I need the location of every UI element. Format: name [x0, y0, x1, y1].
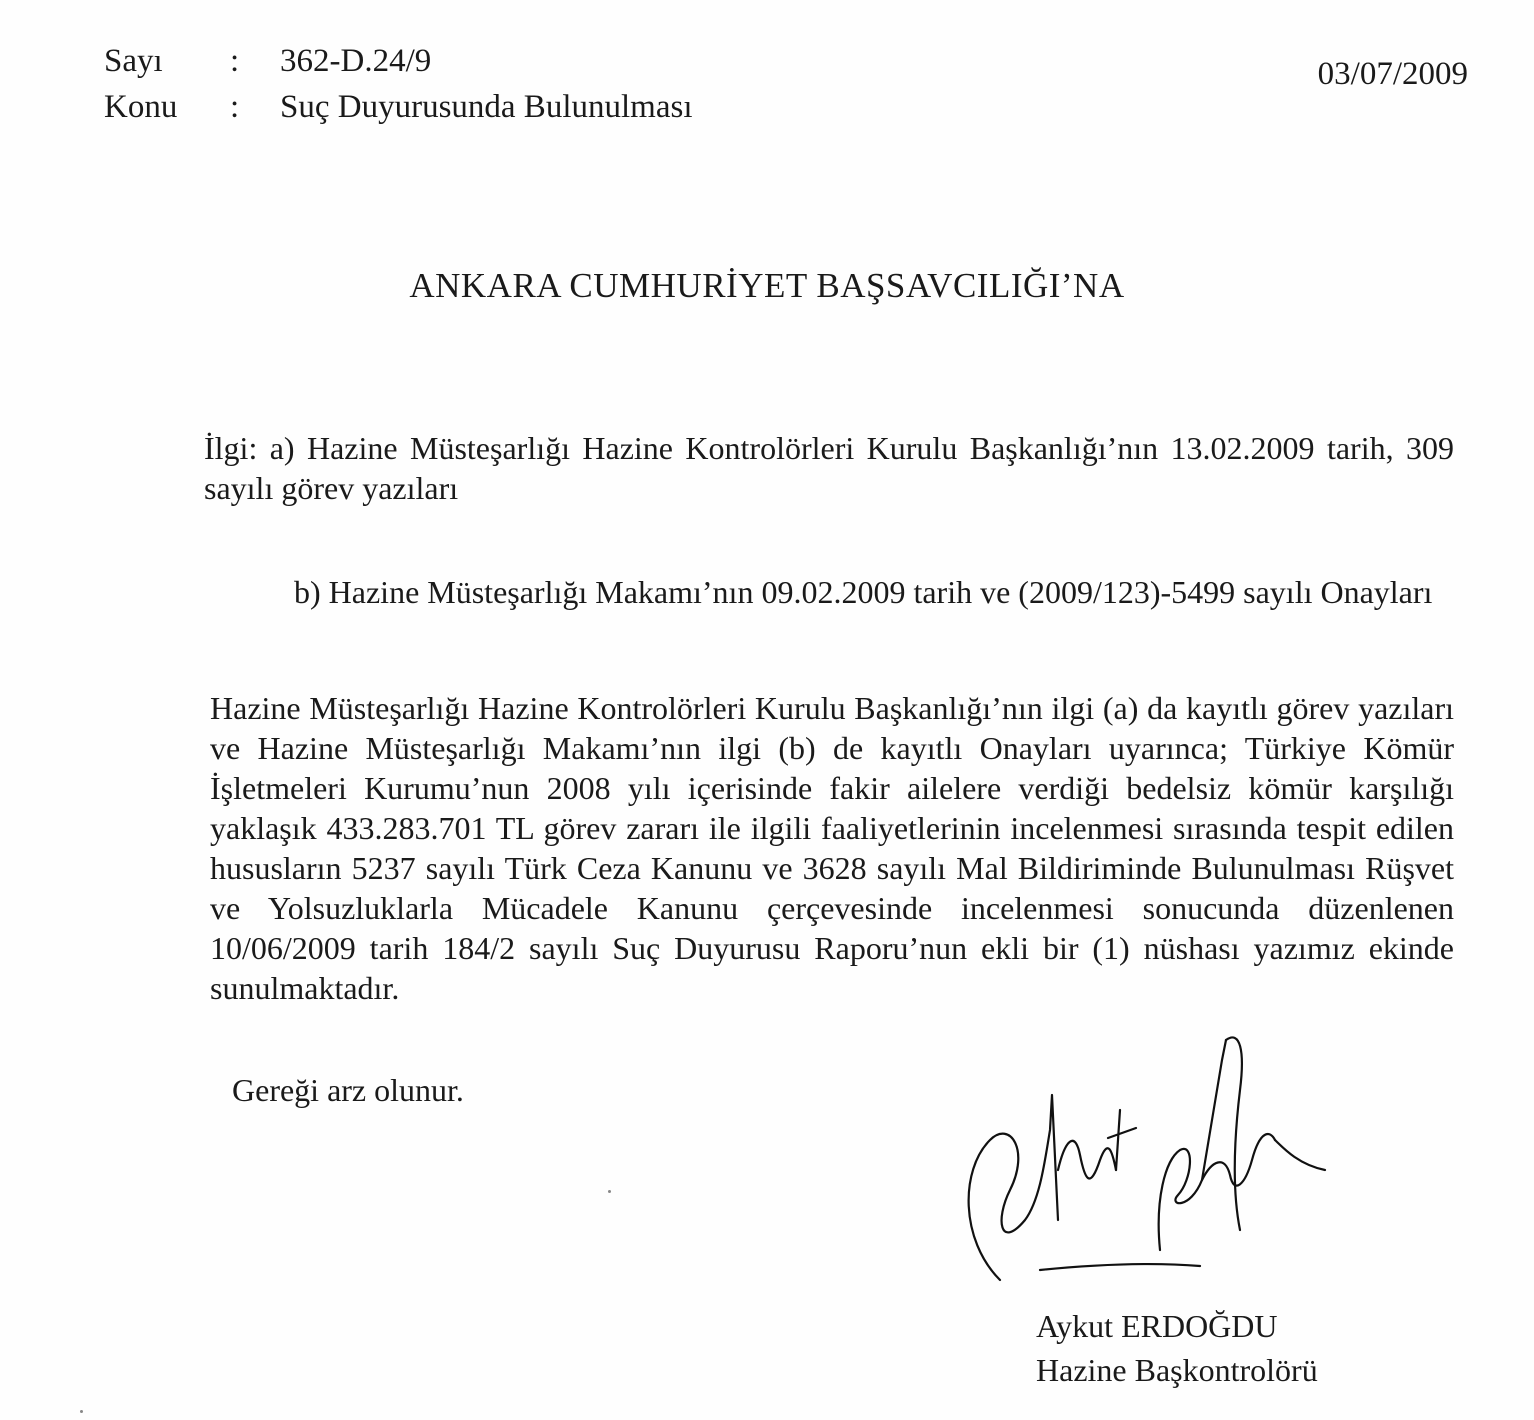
reference-number-row: [104, 38, 692, 84]
closing-line: Gereği arz olunur.: [232, 1072, 464, 1108]
sayi-value: 362-D.24/9: [280, 43, 432, 79]
signer-block: [1036, 1304, 1318, 1392]
subject-row: [104, 84, 692, 130]
konu-value: Suç Duyurusunda Bulunulması: [280, 89, 693, 125]
handwritten-signature: [940, 1020, 1360, 1320]
scan-speck: [608, 1190, 611, 1193]
main-paragraph: [94, 688, 1454, 1008]
addressee-heading: ANKARA CUMHURİYET BAŞSAVCILIĞI’NA: [409, 266, 1125, 305]
konu-label: Konu: [104, 89, 178, 125]
signer-title: Hazine Başkontrolörü: [1036, 1352, 1318, 1388]
signer-name: Aykut ERDOĞDU: [1036, 1308, 1278, 1344]
reference-b-text: b) Hazine Müsteşarlığı Makamı’nın 09.02.2009 tarih ve (2009/123)-5499 sayılı Onayları: [294, 574, 1433, 610]
reference-a-paragraph: [94, 428, 1454, 508]
konu-colon: :: [230, 89, 240, 125]
reference-a-text: İlgi: a) Hazine Müsteşarlığı Hazine Kontrolörleri Kurulu Başkanlığı’nın 13.02.2009 tarih, 309 sayılı görev yazıları: [204, 430, 1454, 506]
reference-b-paragraph: [94, 572, 1454, 612]
letter-date: 03/07/2009: [1317, 56, 1468, 92]
letter-meta: [104, 38, 692, 130]
sayi-colon: :: [230, 43, 240, 79]
main-paragraph-text: Hazine Müsteşarlığı Hazine Kontrolörleri Kurulu Başkanlığı’nın ilgi (a) da kayıtlı görev yazıları ve Hazine Müsteşarlığı Makamı’nın ilgi (b) de kayıtlı Onayları uyarınca; Türkiye Kömür İşletmeleri Kurumu’nun 2008 yılı içerisinde fakir ailelere verdiği bedelsiz kömür karşılığı yaklaşık 433.283.701 TL görev zararı ile ilgili faaliyetlerinin incelenmesi sırasında tespit edilen hususların 5237 sayılı Türk Ceza Kanunu ve 3628 sayılı Mal Bildiriminde Bulunulması Rüşvet ve Yolsuzluklarla Mücadele Kanunu çerçevesinde incelenmesi sonucunda düzenlenen 10/06/2009 tarih 184/2 sayılı Suç Duyurusu Raporu’nun ekli bir (1) nüshası yazımız ekinde sunulmaktadır.: [210, 690, 1454, 1006]
scan-speck: [80, 1410, 83, 1413]
sayi-label: Sayı: [104, 43, 163, 79]
